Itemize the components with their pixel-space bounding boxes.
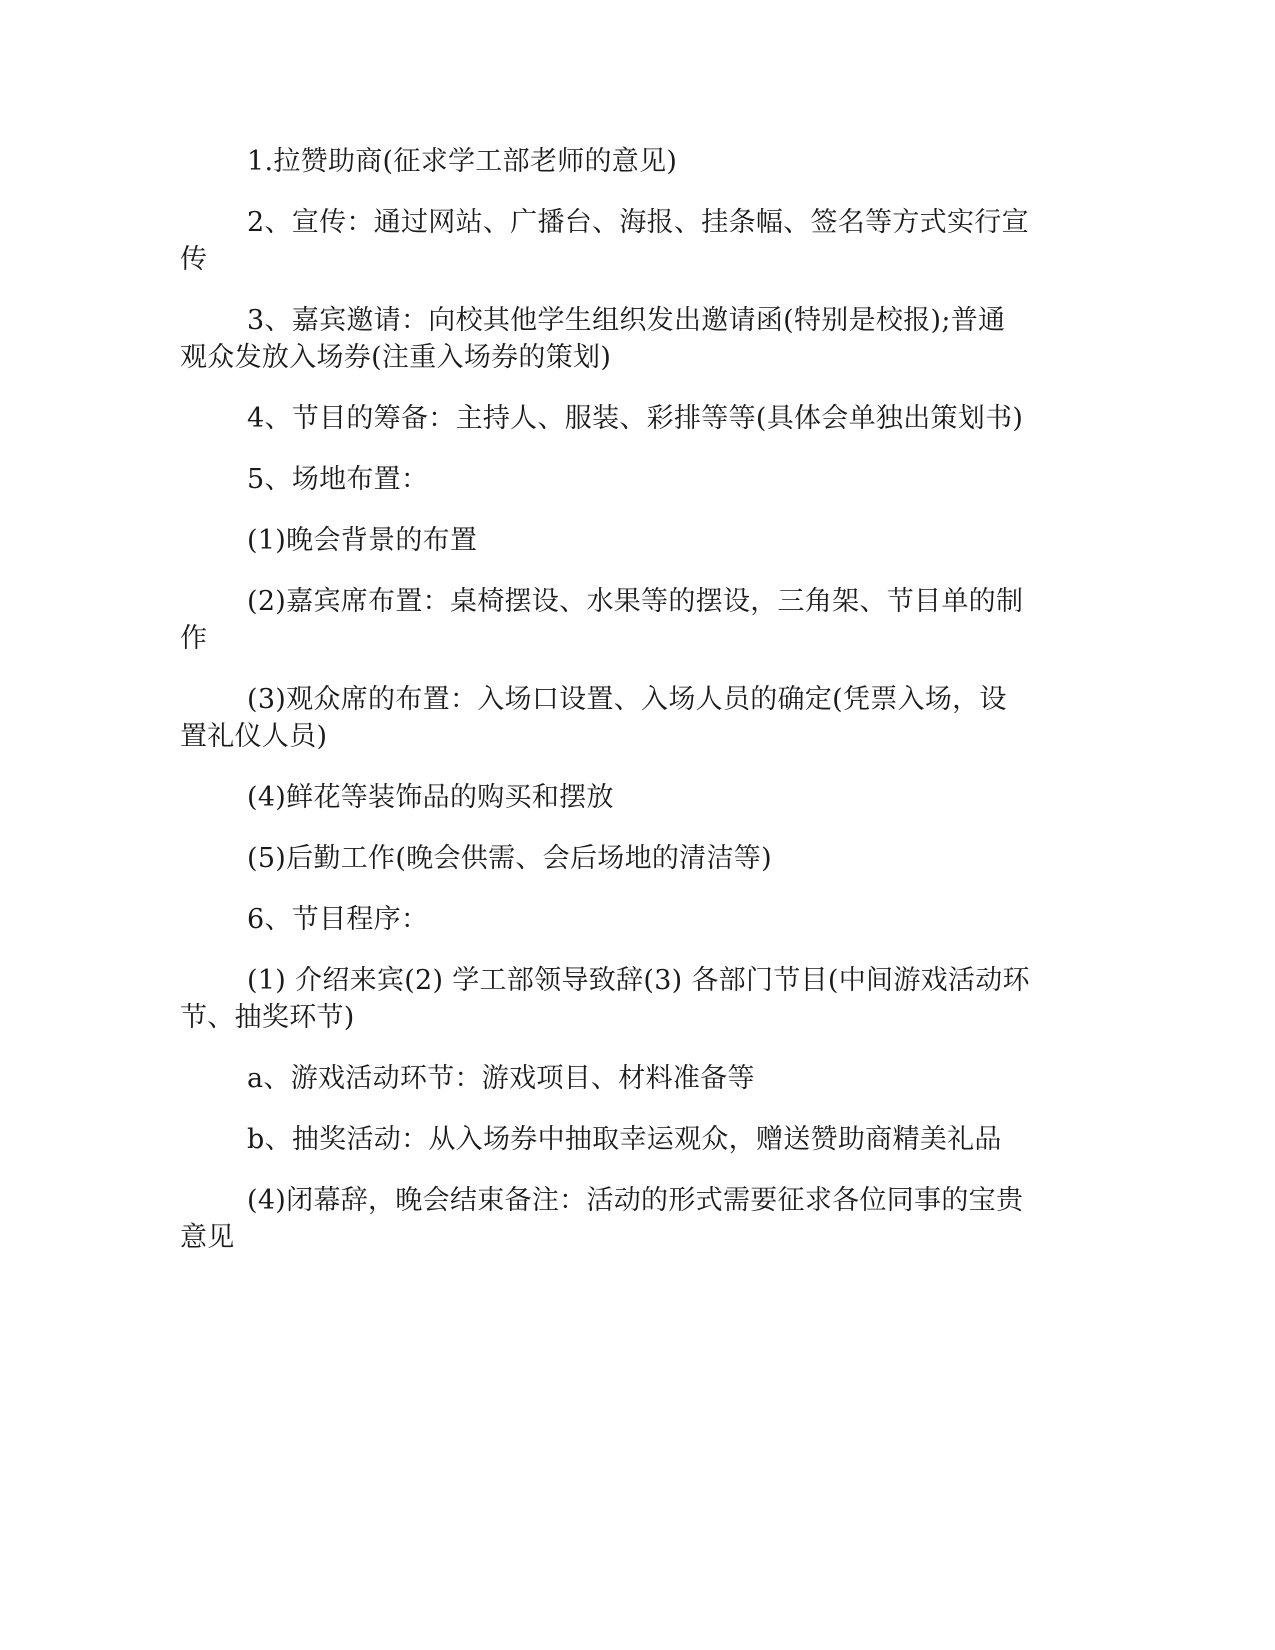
paragraph-lottery: b、抽奖活动：从入场券中抽取幸运观众，赠送赞助商精美礼品 — [247, 1124, 1002, 1155]
paragraph-venue-item-3: (3)观众席的布置：入场口设置、入场人员的确定(凭票入场，设置礼仪人员) — [180, 684, 1007, 752]
paragraph-venue-item-5: (5)后勤工作(晚会供需、会后场地的清洁等) — [247, 843, 772, 874]
paragraph-game-session: a、游戏活动环节：游戏项目、材料准备等 — [247, 1063, 755, 1094]
paragraph-sequence-items: (1) 介绍来宾(2) 学工部领导致辞(3) 各部门节目(中间游戏活动环节、抽奖环节) — [180, 965, 1030, 1033]
paragraph-venue-item-4: (4)鲜花等装饰品的购买和摆放 — [247, 782, 614, 813]
document-body — [180, 143, 1030, 1280]
paragraph-program-sequence: 6、节目程序： — [247, 904, 429, 935]
paragraph-publicity: 2、宣传：通过网站、广播台、海报、挂条幅、签名等方式实行宣传 — [180, 207, 1029, 275]
paragraph-venue-item-1: (1)晚会背景的布置 — [247, 525, 478, 556]
paragraph-closing-remarks: (4)闭幕辞，晚会结束备注：活动的形式需要征求各位同事的宝贵意见 — [180, 1185, 1024, 1253]
paragraph-program-preparation: 4、节目的筹备：主持人、服装、彩排等等(具体会单独出策划书) — [247, 403, 1024, 434]
paragraph-guest-invitation: 3、嘉宾邀请：向校其他学生组织发出邀请函(特别是校报);普通观众发放入场券(注重入场券的策划) — [180, 305, 1006, 373]
paragraph-venue-layout: 5、场地布置： — [247, 464, 429, 495]
paragraph-sponsorship: 1.拉赞助商(征求学工部老师的意见) — [247, 146, 678, 177]
paragraph-venue-item-2: (2)嘉宾席布置：桌椅摆设、水果等的摆设，三角架、节目单的制作 — [180, 586, 1024, 654]
